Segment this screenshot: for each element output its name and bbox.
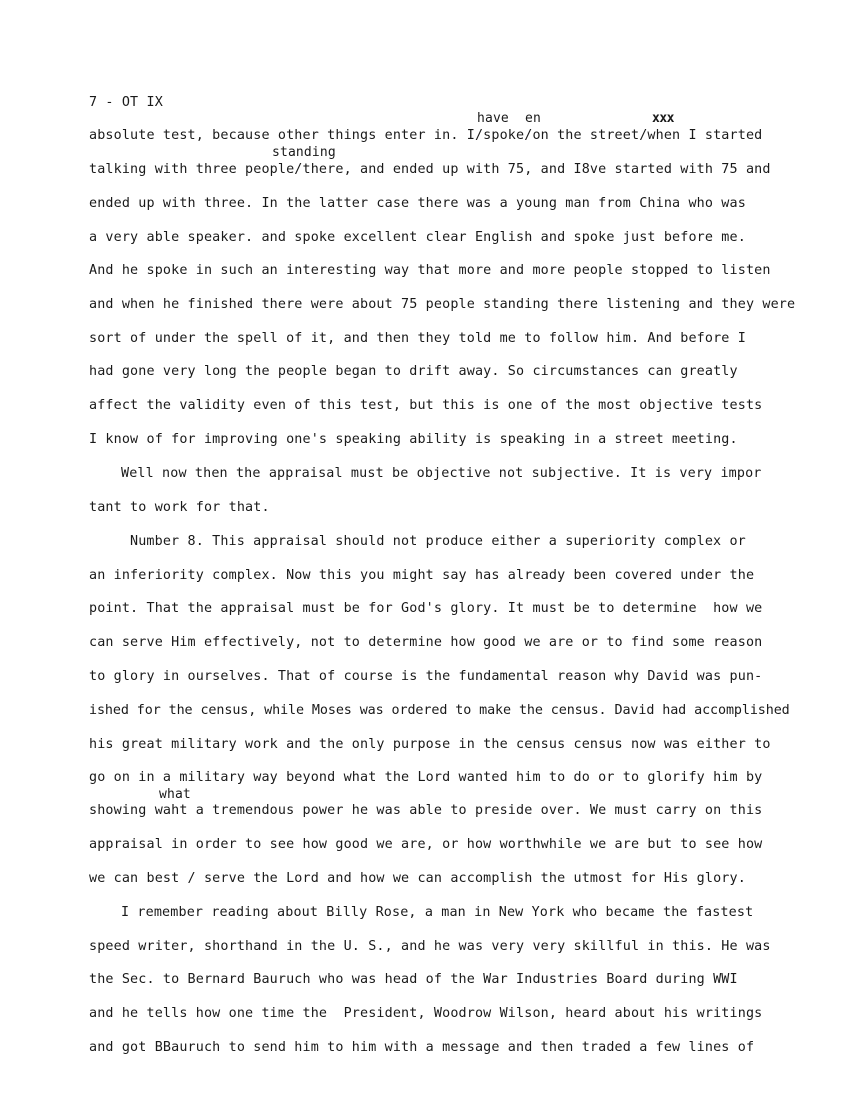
body-line: Number 8. This appraisal should not produce either a superiority complex or [130, 534, 746, 549]
body-line: absolute test, because other things enter in. I/spoke/on the street/when I started [89, 128, 763, 143]
insertion-what: what [159, 787, 191, 802]
body-line: the Sec. to Bernard Bauruch who was head of the War Industries Board during WWI [89, 972, 738, 987]
body-line: and when he finished there were about 75 people standing there listening and they were [89, 297, 796, 312]
body-line: an inferiority complex. Now this you might say has already been covered under the [89, 568, 755, 583]
body-line: point. That the appraisal must be for God's glory. It must be to determine how we [89, 601, 763, 616]
body-line: tant to work for that. [89, 500, 270, 515]
body-line: talking with three people/there, and ended up with 75, and I8ve started with 75 and [89, 162, 771, 177]
body-line: I remember reading about Billy Rose, a man in New York who became the fastest [121, 905, 754, 920]
body-line: a very able speaker. and spoke excellent clear English and spoke just before me. [89, 230, 746, 245]
body-line: speed writer, shorthand in the U. S., and he was very very skillful in this. He was [89, 939, 771, 954]
body-line: sort of under the spell of it, and then they told me to follow him. And before I [89, 331, 746, 346]
body-line: and got BBauruch to send him to him with a message and then traded a few lines of [89, 1040, 755, 1055]
body-line: had gone very long the people began to drift away. So circumstances can greatly [89, 364, 738, 379]
insertion-standing: standing [272, 145, 336, 160]
body-line: showing waht a tremendous power he was able to preside over. We must carry on this [89, 803, 763, 818]
body-line: affect the validity even of this test, but this is one of the most objective tests [89, 398, 763, 413]
body-line: can serve Him effectively, not to determine how good we are or to find some reason [89, 635, 763, 650]
body-line: his great military work and the only purpose in the census census now was either to [89, 737, 771, 752]
insertion-en: en [525, 111, 541, 126]
body-line: to glory in ourselves. That of course is the fundamental reason why David was pun- [89, 669, 763, 684]
insertion-have: have [477, 111, 509, 126]
body-line: appraisal in order to see how good we are, or how worthwhile we are but to see how [89, 837, 763, 852]
body-line: And he spoke in such an interesting way that more and more people stopped to listen [89, 263, 771, 278]
body-line: we can best / serve the Lord and how we can accomplish the utmost for His glory. [89, 871, 746, 886]
body-line: and he tells how one time the President, Woodrow Wilson, heard about his writings [89, 1006, 763, 1021]
body-line: ished for the census, while Moses was ordered to make the census. David had accomplished [89, 703, 790, 718]
page-header: 7 - OT IX [89, 95, 163, 110]
insertion-struck-out: xxx [652, 111, 674, 126]
body-line: Well now then the appraisal must be objective not subjective. It is very impor [121, 466, 762, 481]
body-line: I know of for improving one's speaking ability is speaking in a street meeting. [89, 432, 738, 447]
body-line: ended up with three. In the latter case there was a young man from China who was [89, 196, 746, 211]
body-line: go on in a military way beyond what the Lord wanted him to do or to glorify him by [89, 770, 763, 785]
